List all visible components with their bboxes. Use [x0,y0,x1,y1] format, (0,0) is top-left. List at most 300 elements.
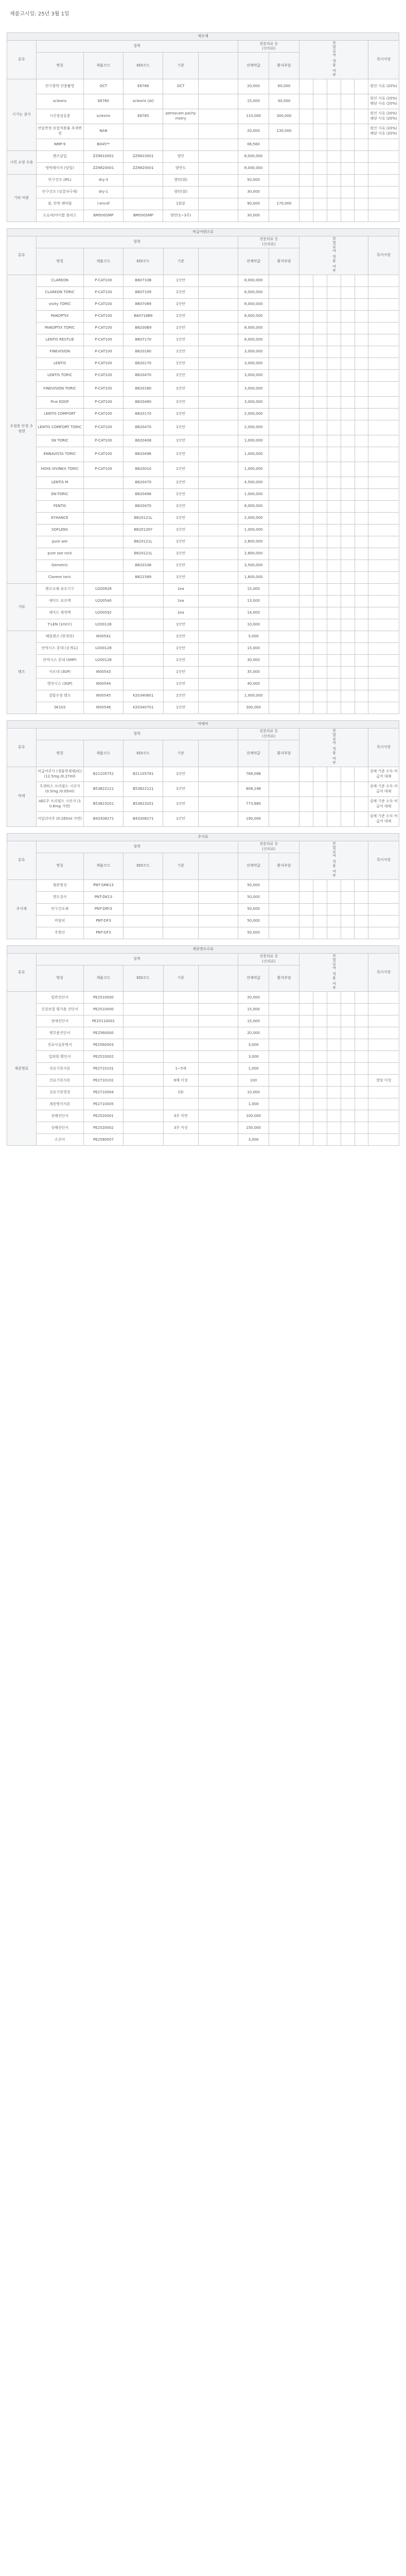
coverage-flag [299,94,313,109]
coverage-flag [327,524,341,536]
product-code: P-CAT100 [83,462,123,477]
coverage-flag [341,150,355,162]
coverage-flag [299,139,313,150]
product-code: PE2510002 [83,1051,123,1063]
item-name: 망막레이저 (당일) [36,162,83,174]
edi-code: B620170 [123,408,163,420]
table-row [7,286,399,298]
blank [198,631,238,642]
total-price [269,286,299,298]
coverage-flag [299,462,313,477]
unit: OCT [163,79,198,94]
note [368,420,399,435]
blank [198,334,238,346]
total-price: 170,000 [269,198,299,210]
edi-code [123,1075,163,1087]
coverage-flag [327,631,341,642]
table-row [7,690,399,702]
total-price [269,619,299,631]
coverage-flag [355,162,368,174]
total-price [269,1004,299,1015]
table-row [7,408,399,420]
header-coverage [299,953,368,992]
coverage-flag [313,358,327,369]
edi-code [123,595,163,607]
product-code: I600546 [83,702,123,714]
coverage-flag [355,992,368,1004]
price: 150,000 [238,1122,269,1134]
edi-code [123,678,163,690]
price: 1,000,000 [238,690,269,702]
header-name: 명칭 [36,740,83,767]
product-code [83,500,123,512]
coverage-flag [341,198,355,210]
product-code: PE2560003 [83,1039,123,1051]
unit: 1단안 [163,420,198,435]
coverage-flag [355,109,368,124]
total-price [269,1087,299,1098]
product-code: NAN [83,124,123,139]
price: 2,000,000 [238,512,269,524]
header-note: 특이사항 [368,953,399,992]
coverage-flag [327,782,341,796]
item-name: FENTIS [36,500,83,512]
table-row [7,298,399,310]
total-price [269,186,299,198]
item-name: 영도강사 [36,891,83,903]
coverage-flag [313,435,327,447]
total-price [269,322,299,334]
price: 8,000,000 [238,150,269,162]
unit: 3주 미만 [163,1110,198,1122]
coverage-flag [341,678,355,690]
price: 15,000 [238,1015,269,1027]
price: 50,000 [238,903,269,915]
blank [198,109,238,124]
note [368,477,399,488]
note [368,1122,399,1134]
coverage-flag [341,1098,355,1110]
coverage-flag [355,767,368,782]
header-category: 분류 [7,728,37,767]
edi-code [123,174,163,186]
coverage-flag [327,560,341,571]
coverage-flag [313,286,327,298]
table-row [7,358,399,369]
header-note: 특이사항 [368,236,399,275]
coverage-flag [341,992,355,1004]
table-row [7,500,399,512]
edi-code: B620470 [123,369,163,381]
blank [198,690,238,702]
blank [198,767,238,782]
section-gap [7,939,399,945]
total-price [269,358,299,369]
product-code: I600545 [83,690,123,702]
blank [198,174,238,186]
header-item: 항목 [36,953,238,965]
coverage-flag [327,690,341,702]
unit: 1단안 [163,369,198,381]
table-row [7,548,399,560]
coverage-flag [327,654,341,666]
coverage-flag [313,1098,327,1110]
edi-code: scleoris (AI) [123,94,163,109]
product-code: B21105751 [83,767,123,782]
table-row [7,654,399,666]
fee-sections [7,32,399,1152]
note [368,275,399,286]
note [368,322,399,334]
coverage-flag [313,139,327,150]
coverage-flag [299,420,313,435]
blank [198,891,238,903]
coverage-flag [355,631,368,642]
note [368,488,399,500]
edi-code [123,903,163,915]
coverage-flag [313,992,327,1004]
edi-code [123,583,163,595]
coverage-flag [327,666,341,678]
coverage-flag [341,1134,355,1146]
price: 2,000,000 [238,420,269,435]
note [368,358,399,369]
coverage-flag [355,879,368,891]
price: 15,000 [238,642,269,654]
coverage-flag [355,642,368,654]
unit: pentacam pachymetry [163,109,198,124]
table-row [7,642,399,654]
coverage-flag [327,1134,341,1146]
table-row [7,198,399,210]
coverage-flag [327,1098,341,1110]
item-name: 제증명서사본 [36,1098,83,1110]
coverage-flag [341,420,355,435]
note [368,1039,399,1051]
total-price [269,346,299,358]
item-name: 안구건조 (검결자극제) [36,186,83,198]
blank [198,1039,238,1051]
coverage-flag [313,1063,327,1075]
item-name: scleoris [36,94,83,109]
section-title: 주사료 [7,833,399,841]
unit: 1단안 [163,396,198,408]
coverage-flag [299,619,313,631]
coverage-flag [327,1027,341,1039]
coverage-flag [313,548,327,560]
price: 10,000 [238,1087,269,1098]
price: 768,098 [238,767,269,782]
coverage-flag [313,1075,327,1087]
coverage-flag [341,619,355,631]
coverage-flag [327,186,341,198]
product-code: ZZ9820001 [83,162,123,174]
table-row [7,322,399,334]
table-row [7,619,399,631]
note [368,915,399,927]
unit [163,1015,198,1027]
unit: 6매 이상 [163,1075,198,1087]
header-unit: 기준 [163,248,198,275]
total-price [269,631,299,642]
coverage-flag [341,334,355,346]
blank [198,583,238,595]
coverage-flag [299,381,313,396]
table-row [7,1015,399,1027]
coverage-flag [313,396,327,408]
blank [198,811,238,826]
coverage-flag [299,548,313,560]
coverage-flag [327,1110,341,1122]
total-price [269,782,299,796]
coverage-flag [341,690,355,702]
price: 773,880 [238,796,269,811]
coverage-flag [355,381,368,396]
edi-code: K20340601 [123,690,163,702]
note [368,595,399,607]
table-row [7,462,399,477]
unit: 1단안 [163,524,198,536]
note [368,690,399,702]
product-code: B045** [83,139,123,150]
coverage-flag [299,346,313,358]
coverage-flag [327,767,341,782]
coverage-flag [327,879,341,891]
header-coverage [299,41,368,79]
coverage-flag [327,381,341,396]
note [368,150,399,162]
coverage-flag [341,79,355,94]
coverage-flag [313,690,327,702]
coverage-flag [355,927,368,939]
price: 35,000 [238,666,269,678]
unit: CD [163,1087,198,1098]
coverage-flag [341,1004,355,1015]
note [368,500,399,512]
header-note: 특이사항 [368,728,399,767]
blank [198,420,238,435]
coverage-flag [299,310,313,322]
unit: 1단안 [163,322,198,334]
blank [198,210,238,222]
table-row [7,571,399,583]
blank [198,322,238,334]
coverage-flag [327,595,341,607]
coverage-flag [313,322,327,334]
coverage-flag [299,150,313,162]
coverage-flag [299,678,313,690]
price: 90,000 [238,198,269,210]
coverage-flag [327,162,341,174]
coverage-flag [299,571,313,583]
price: 15,000 [238,583,269,595]
group-category: 시기능 검사 [7,79,37,150]
edi-code [123,915,163,927]
item-name: 일반진단서 [36,992,83,1004]
item-name: EYHANCE [36,512,83,524]
coverage-flag [313,782,327,796]
price: 1,000 [238,1098,269,1110]
note [368,1098,399,1110]
note [368,210,399,222]
coverage-flag [341,811,355,826]
total-price [269,927,299,939]
coverage-flag [341,109,355,124]
price: 20,000 [238,79,269,94]
total-price [269,767,299,782]
coverage-flag [313,150,327,162]
coverage-flag [327,1051,341,1063]
price: 50,000 [238,174,269,186]
note [368,1015,399,1027]
coverage-flag [313,595,327,607]
item-name: 사모네 (3GP) [36,666,83,678]
item-name: 새미드 보조액 [36,595,83,607]
coverage-flag [299,396,313,408]
unit [163,927,198,939]
edi-code [123,992,163,1004]
header-item: 항목 [36,236,238,248]
coverage-flag [313,1122,327,1134]
total-price [269,396,299,408]
price: 1,000,000 [238,435,269,447]
coverage-flag [341,310,355,322]
coverage-flag [355,1122,368,1134]
product-code: P-CAT100 [83,447,123,462]
header-empty [198,53,238,79]
total-price [269,702,299,714]
unit [163,1004,198,1015]
section-title: 약제비 [7,720,399,728]
unit: 1단안 [163,702,198,714]
table-row [7,702,399,714]
total-price [269,369,299,381]
total-price [269,435,299,447]
coverage-flag [355,548,368,560]
product-code: P-CAT100 [83,275,123,286]
coverage-flag [355,595,368,607]
product-code: PE2520001 [83,1110,123,1122]
product-code: PE2510000 [83,992,123,1004]
price: 1,000 [238,1063,269,1075]
coverage-flag [355,150,368,162]
fee-table [7,720,399,827]
item-name: 입퇴원 확인서 [36,1051,83,1063]
unit [163,915,198,927]
coverage-flag [299,109,313,124]
coverage-flag [341,488,355,500]
coverage-flag [355,536,368,548]
product-code: PNT-DF3 [83,927,123,939]
edi-code: B620130Y [123,524,163,536]
coverage-flag [341,879,355,891]
table-row [7,595,399,607]
header-coverage-label: 보험급여 적용 여부 [332,841,337,878]
table-row [7,1122,399,1134]
blank [198,162,238,174]
coverage-flag [313,477,327,488]
coverage-flag [341,767,355,782]
coverage-flag [341,275,355,286]
total-price [269,1098,299,1110]
coverage-flag [341,1087,355,1098]
total-price [269,1075,299,1087]
header-edi-code: EDI코드 [123,853,163,879]
coverage-flag [341,1063,355,1075]
coverage-flag [299,174,313,186]
price: 3,000,000 [238,346,269,358]
product-code: PE2710004 [83,1087,123,1098]
item-name: Gemetric [36,560,83,571]
blank [198,310,238,322]
coverage-flag [313,381,327,396]
coverage-flag [341,702,355,714]
header-coverage [299,841,368,879]
price: 808,198 [238,782,269,796]
coverage-flag [327,334,341,346]
blank [198,666,238,678]
price: 1,000,000 [238,462,269,477]
unit: 1단안 [163,358,198,369]
header-edi-code: EDI코드 [123,248,163,275]
edi-code: B620408 [123,435,163,447]
blank [198,1075,238,1087]
blank [198,500,238,512]
coverage-flag [313,500,327,512]
product-code: ZZ9810001 [83,150,123,162]
coverage-flag [341,571,355,583]
coverage-flag [355,420,368,435]
table-row [7,560,399,571]
price: 1,000,000 [238,447,269,462]
coverage-flag [313,174,327,186]
total-price [269,891,299,903]
edi-code: K20340701 [123,702,163,714]
item-name: 장애진단서 [36,1015,83,1027]
coverage-flag [355,298,368,310]
unit: 1단안 [163,654,198,666]
edi-code [123,1087,163,1098]
edi-code [123,124,163,139]
note: 장당 이상 [368,1075,399,1087]
unit: 양안도 [163,162,198,174]
coverage-flag [355,512,368,524]
unit: 1단안 [163,512,198,524]
coverage-flag [299,79,313,94]
price: 8,000,000 [238,286,269,298]
header-total: 전체약값 [238,53,269,79]
blank [198,346,238,358]
edi-code: B620121L [123,536,163,548]
edi-code: ZZ9820001 [123,162,163,174]
product-code: U200128 [83,619,123,631]
table-row [7,1134,399,1146]
note [368,619,399,631]
total-price [269,811,299,826]
coverage-flag [313,298,327,310]
coverage-flag [341,642,355,654]
coverage-flag [341,782,355,796]
blank [198,1015,238,1027]
coverage-flag [299,210,313,222]
blank [198,408,238,420]
price: 8,000,000 [238,310,269,322]
coverage-flag [355,1015,368,1027]
unit [163,992,198,1004]
table-row [7,1063,399,1075]
product-code: P-CAT100 [83,286,123,298]
note [368,1110,399,1122]
